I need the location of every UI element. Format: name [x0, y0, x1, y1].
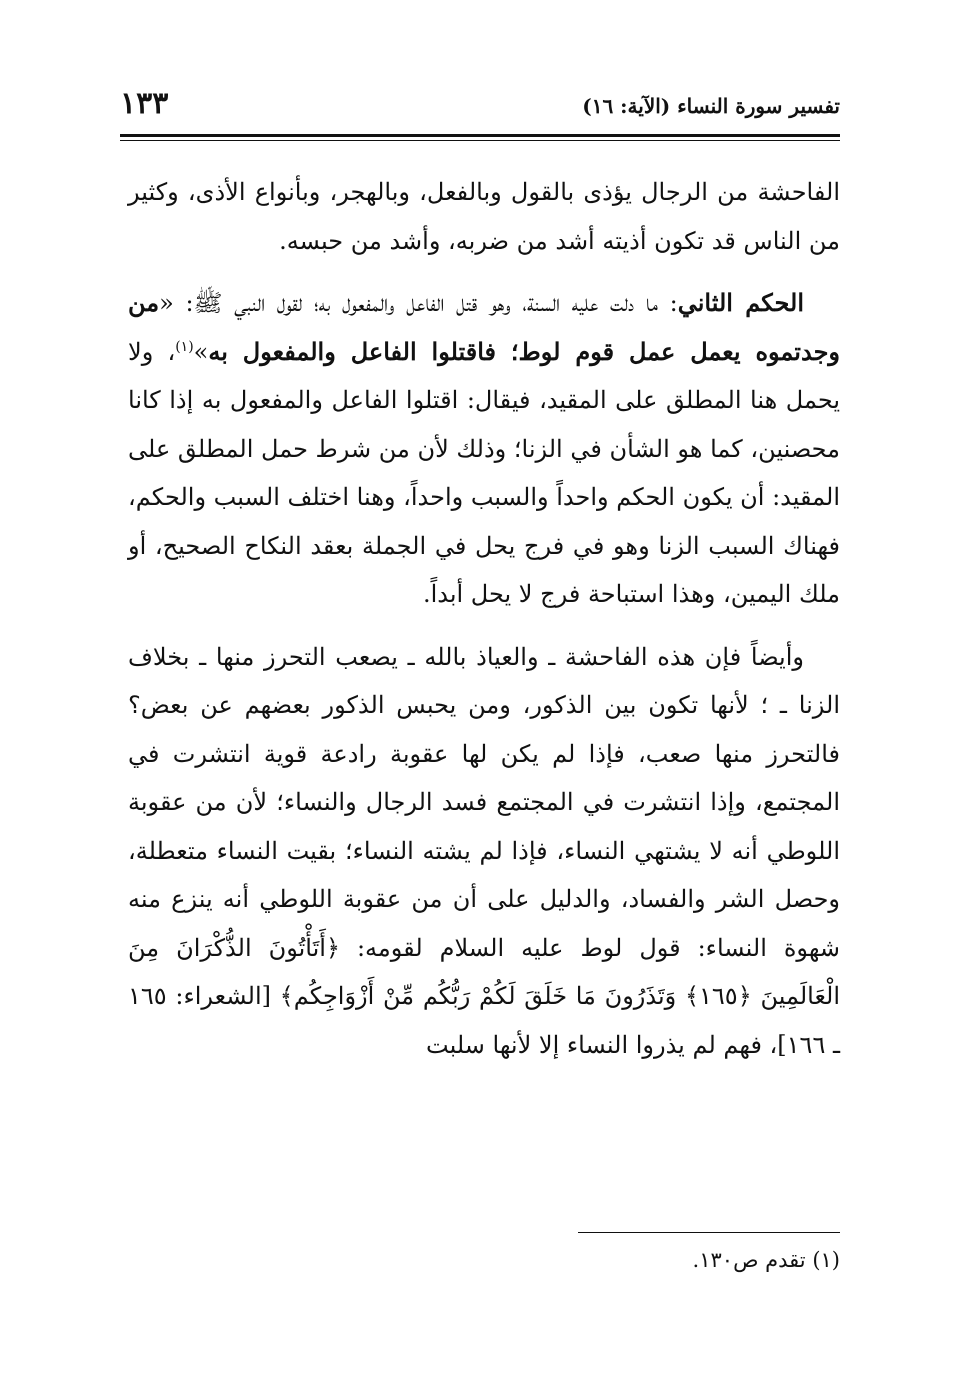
paragraph-1: [128, 168, 840, 265]
footnote-separator: [578, 1232, 840, 1233]
footnote-reference[interactable]: (١): [175, 338, 194, 355]
body-text: [128, 168, 840, 1083]
page-header: [120, 84, 840, 130]
footnote-1: [128, 1242, 840, 1278]
running-title: تفسير سورة النساء (الآية: ١٦): [582, 94, 840, 118]
paragraph-3-text-2: [الشعراء: ١٦٥ ـ ١٦٦]، فهم لم يذروا النساء إلا لأنها سلبت: [128, 982, 840, 1059]
paragraph-1-text: الفاحشة من الرجال يؤذى بالقول وبالفعل، وبالهجر، وبأنواع الأذى، وكثير من الناس قد تكون أذيته أشد من ضربه، وأشد من حبسه.: [128, 178, 840, 255]
page-number: ١٣٣: [120, 86, 169, 121]
header-rule-thick: [120, 134, 840, 137]
footnote-1-text: تقدم ص١٣٠.: [692, 1248, 813, 1272]
paragraph-2-text-2: »: [193, 337, 209, 366]
hadith-quote: من وجدتموه يعمل عمل قوم لوط؛ فاقتلوا الفاعل والمفعول به: [128, 288, 841, 366]
paragraph-2-text-3: ، ولا يحمل هنا المطلق على المقيد، فيقال: اقتلوا الفاعل والمفعول به إذا كانا محصنين، كما هو الشأن في الزنا؛ وذلك لأن من شرط حمل المطلق على المقيد: أن يكون الحكم واحداً والسبب واحداً، وهنا اختلف السبب والحكم، فهناك السبب الزنا وهو في فرج يحل في الجملة بعقد النكاح الصحيح، أو ملك اليمين، وهذا استباحة فرج لا يحل أبداً.: [128, 337, 840, 608]
paragraph-3-text-1: وأيضاً فإن هذه الفاحشة ـ والعياذ بالله ـ يصعب التحرز منها ـ بخلاف الزنا ـ ؛ لأنها تكون بين الذكور، ومن يحبس الذكور بعضهم عن بعض؟ فالتحرز منها صعب، فإذا لم يكن لها عقوبة رادعة قوية انتشرت في المجتمع، وإذا انتشرت في المجتمع فسد الرجال والنساء؛ لأن من عقوبة اللوطي أنه لا يشتهي النساء، فإذا لم يشته النساء؛ بقيت النساء متعطلة، وحصل الشر والفساد، والدليل على أن من عقوبة اللوطي أنه ينزع منه شهوة النساء: قول لوط عليه السلام لقومه:: [128, 642, 840, 962]
quran-verse: ﴿أَتَأْتُونَ الذُّكْرَانَ مِنَ الْعَالَمِينَ ﴿١٦٥﴾ وَتَذَرُونَ مَا خَلَقَ لَكُمْ رَبُّكُم مِّنْ أَزْوَاجِكُم﴾: [128, 933, 841, 1010]
paragraph-2: [128, 279, 840, 619]
footnotes: [128, 1242, 840, 1278]
paragraph-2-text-1: : ما دلت عليه السنة، وهو قتل الفاعل والمفعول به؛ لقول النبي ﷺ: «: [159, 289, 678, 317]
ruling-heading: الحكم الثاني: [677, 288, 804, 317]
header-rule-thin: [120, 140, 840, 141]
paragraph-3: [128, 633, 840, 1070]
footnote-1-marker: (١): [812, 1248, 840, 1272]
